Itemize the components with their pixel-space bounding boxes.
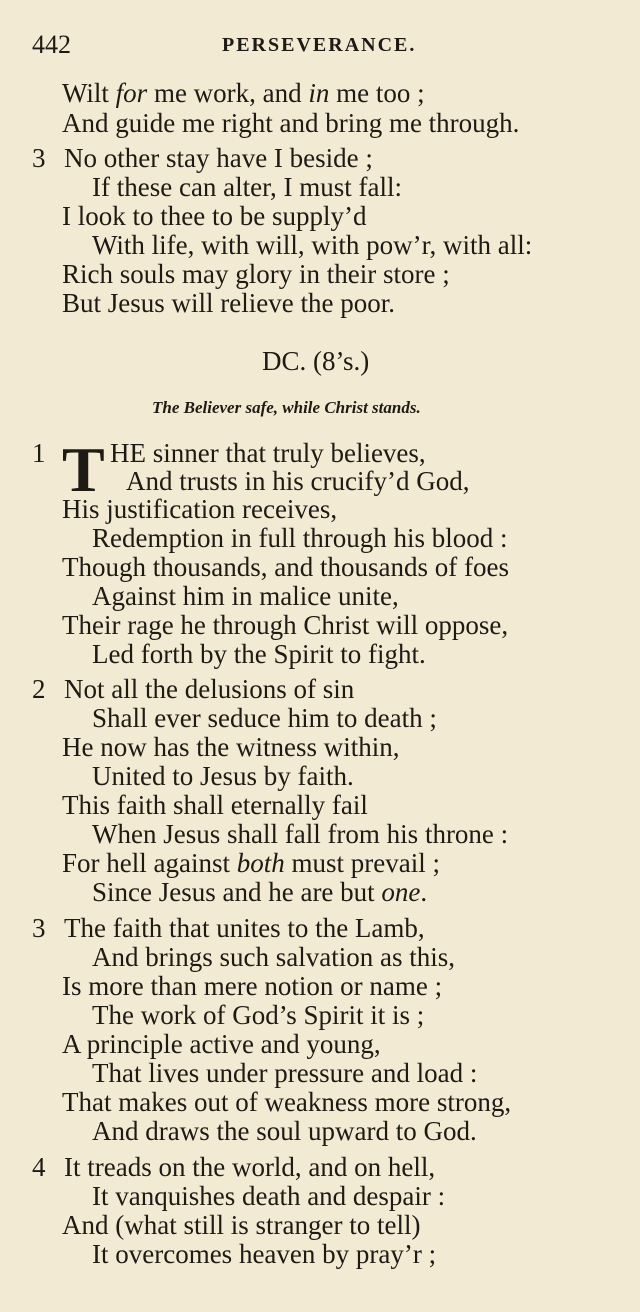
verse-line: Is more than mere notion or name ; [62,971,443,1001]
verse-line: Against him in malice unite, [92,581,399,611]
drop-cap: T [62,434,105,505]
verse-number: 3 [32,913,46,943]
verse-line: For hell against both must prevail ; [62,848,440,878]
verse-line: And brings such salvation as this, [92,942,455,972]
verse-line: That makes out of weakness more strong, [62,1087,512,1117]
verse-line: When Jesus shall fall from his throne : [92,819,509,849]
prev-line-6: With life, with will, with pow’r, with all: [92,230,533,260]
verse-line: HE sinner that truly believes, [110,438,426,468]
verse-line: Since Jesus and he are but one. [92,877,428,907]
prev-line-8: But Jesus will relieve the poor. [62,288,395,318]
verse-line: The work of God’s Spirit it is ; [92,1000,425,1030]
verse-line: And draws the soul upward to God. [92,1116,477,1146]
verse-line: And trusts in his crucify’d God, [126,466,470,496]
verse-line: United to Jesus by faith. [92,761,354,791]
verse-number: 2 [32,674,46,704]
verse-line: A principle active and young, [62,1029,381,1059]
verse-line: Shall ever seduce him to death ; [92,703,437,733]
prev-line-7: Rich souls may glory in their store ; [62,259,450,289]
verse-line: That lives under pressure and load : [92,1058,478,1088]
verse-line: It treads on the world, and on hell, [64,1152,436,1182]
verse-line: His justification receives, [62,494,338,524]
verse-line: He now has the witness within, [62,732,400,762]
prev-line-2: And guide me right and bring me through. [62,108,520,138]
hymn-title: DC. (8’s.) [262,346,370,376]
verse-line: Led forth by the Spirit to fight. [92,639,426,669]
prev-line-4: If these can alter, I must fall: [92,172,403,202]
prev-verse-number: 3 [32,143,46,173]
verse-number: 4 [32,1152,46,1182]
hymn-subtitle: The Believer safe, while Christ stands. [152,398,421,417]
verse-number: 1 [32,438,46,468]
prev-line-5: I look to thee to be supply’d [62,201,367,231]
page-number: 442 [32,30,71,59]
verse-line: The faith that unites to the Lamb, [64,913,425,943]
verse-line: Though thousands, and thousands of foes [62,552,509,582]
verse-line: This faith shall eternally fail [62,790,368,820]
verse-line: Redemption in full through his blood : [92,523,508,553]
running-title: PERSEVERANCE. [222,34,417,56]
prev-line-1: Wilt for me work, and in me too ; [62,78,425,108]
verse-line: It vanquishes death and despair : [92,1181,446,1211]
verse-line: Not all the delusions of sin [64,674,355,704]
verse-line: Their rage he through Christ will oppose, [62,610,509,640]
prev-line-3: No other stay have I beside ; [64,143,373,173]
verse-line: And (what still is stranger to tell) [62,1210,421,1240]
verse-line: It overcomes heaven by pray’r ; [92,1239,437,1269]
